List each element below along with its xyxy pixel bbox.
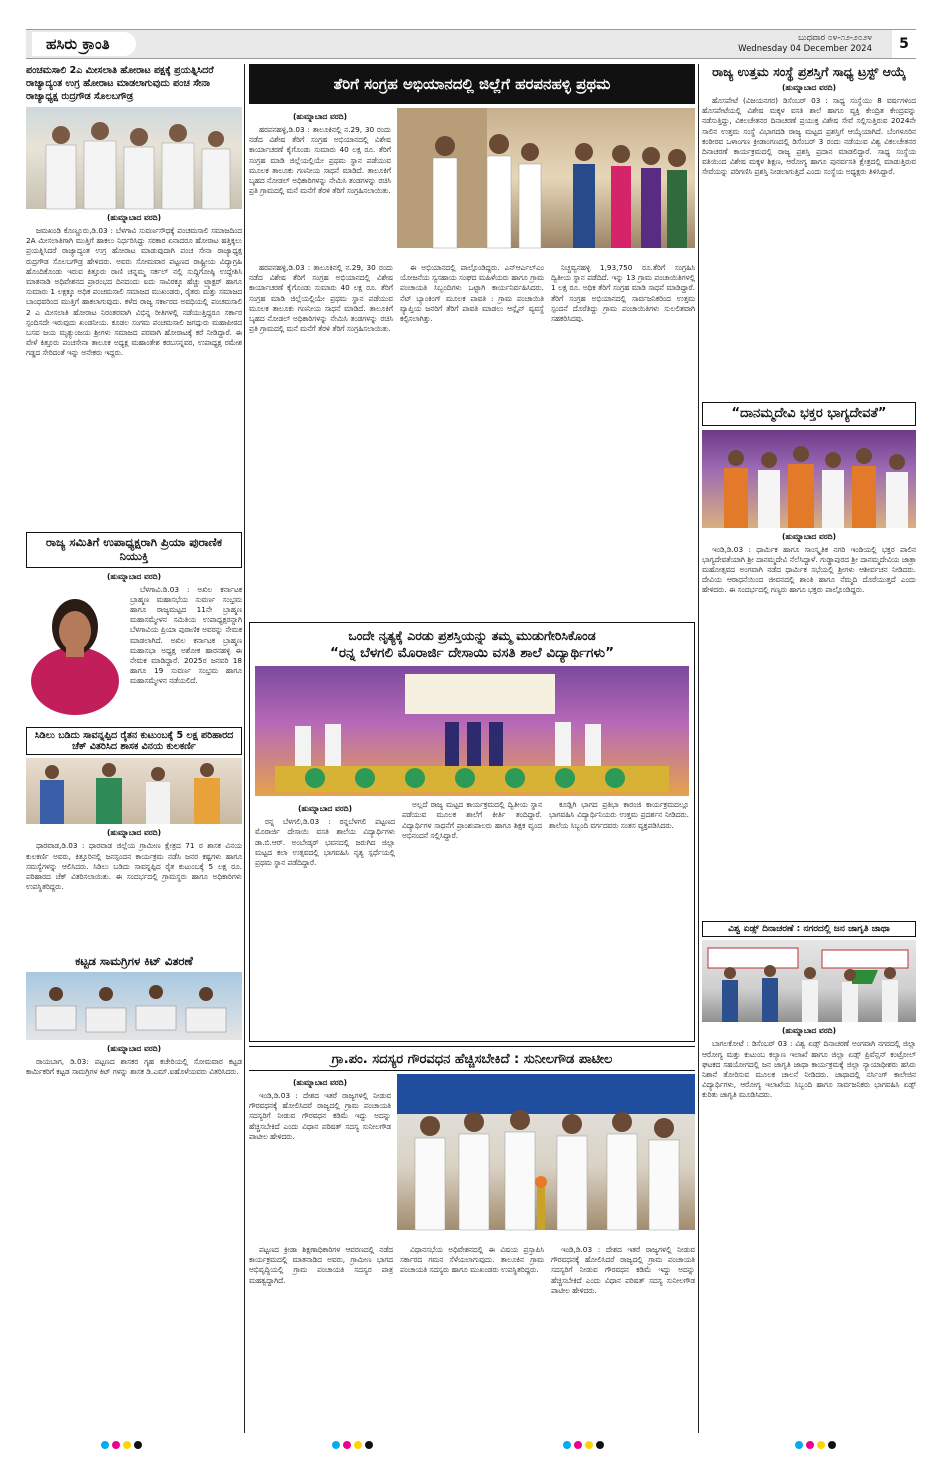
article-box-priya: [26, 532, 242, 568]
registration-marks: [101, 1441, 142, 1449]
registration-marks: [332, 1441, 373, 1449]
lead-headline: ತೆರಿಗೆ ಸಂಗ್ರಹ ಅಭಿಯಾನದಲ್ಲಿ ಜಿಲ್ಲೆಗೆ ಹರಪನಹಳ್ಳಿ ಪ್ರಥಮ: [249, 64, 695, 104]
article-body: ಹರಪನಹಳ್ಳಿ,ಡಿ.03 : ತಾಲೂಕಿನಲ್ಲಿ ನ.29, 30 ರಂದು ನಡೆದ ವಿಶೇಷ ತೆರಿಗೆ ಸಂಗ್ರಹ ಅಭಿಯಾನದಲ್ಲಿ ವಿಶೇಷ ಕಾರ್ಯಾಚರಣೆ ಕೈಗೊಂಡು ಸುಮಾರು 40 ಲಕ್ಷ ರೂ. ತೆರಿಗೆ ಸಂಗ್ರಹ ಮಾಡಿ ಜಿಲ್ಲೆಯಲ್ಲಿಯೇ ಪ್ರಥಮ ಸ್ಥಾನ ಪಡೆಯುವ ಮೂಲಕ ತಾಲೂಕು ಗಣನೀಯ ಸಾಧನೆ ಮಾಡಿದೆ. ತಾಲೂಕಿಗೆ ಬೃಹದ ನೋಡಲ್ ಅಧಿಕಾರಿಗಳನ್ನು ನೇಮಿಸಿ ತಂಡಗಳನ್ನು ರಚಿಸಿ ಪ್ರತಿ ಗ್ರಾಮದಲ್ಲಿ ಮನೆ ಮನೆಗೆ ತೆರಳಿ ತೆರಿಗೆ ಸಂಗ್ರಹಿಸಲಾಯಿತು.: [249, 125, 391, 196]
registration-marks: [795, 1441, 836, 1449]
date-english: Wednesday 04 December 2024: [738, 44, 872, 54]
article-body: ಇಂಡಿ,ಡಿ.03 : ದೇಶದ ಇತರೆ ರಾಜ್ಯಗಳಲ್ಲಿ ನೀಡುವ ಗೌರವಧನಕ್ಕೆ ಹೋಲಿಸಿದರೆ ರಾಜ್ಯದಲ್ಲಿ ಗ್ರಾಮ ಪಂಚಾಯತಿ ಸದಸ್ಯರಿಗೆ ನೀಡುವ ಗೌರವಧನ ಕಡಿಮೆ ಇದ್ದು ಅದನ್ನು ಹೆಚ್ಚಿಸಬೇಕಿದೆ ಎಂದು ವಿಧಾನ ಪರಿಷತ್ ಸದಸ್ಯ ಸುನೀಲಗೌಡ ಪಾಟೀಲ ಹೇಳಿದರು.: [249, 1091, 391, 1141]
article-box-danamma: [702, 402, 916, 426]
article-body: ಅಲ್ಲದೆ ರಾಜ್ಯ ಮಟ್ಟದ ಕಾರ್ಯಕ್ರಮದಲ್ಲಿ ದ್ವಿತೀಯ ಸ್ಥಾನ ಪಡೆಯುವ ಮೂಲಕ ಶಾಲೆಗೆ ಕೀರ್ತಿ ತಂದಿದ್ದಾರೆ. ವಿದ್ಯಾರ್ಥಿಗಳ ಸಾಧನೆಗೆ ಪ್ರಾಂಶುಪಾಲರು ಹಾಗೂ ಶಿಕ್ಷಕ ವೃಂದ ಅಭಿನಂದನೆ ಸಲ್ಲಿಸಿದ್ದಾರೆ.: [402, 800, 542, 840]
article-body: ಇಂಡಿ,ಡಿ.03 : ದೇಶದ ಇತರೆ ರಾಜ್ಯಗಳಲ್ಲಿ ನೀಡುವ ಗೌರವಧನಕ್ಕೆ ಹೋಲಿಸಿದರೆ ರಾಜ್ಯದಲ್ಲಿ ಗ್ರಾಮ ಪಂಚಾಯತಿ ಸದಸ್ಯರಿಗೆ ನೀಡುವ ಗೌರವಧನ ಕಡಿಮೆ ಇದ್ದು ಅದನ್ನು ಹೆಚ್ಚಿಸಬೇಕಿದೆ ಎಂದು ವಿಧಾನ ಪರಿಷತ್ ಸದಸ್ಯ ಸುನೀಲಗೌಡ ಪಾಟೀಲ ಹೇಳಿದರು.: [551, 1245, 695, 1295]
headline-priya: ರಾಜ್ಯ ಸಮಿತಿಗೆ ಉಪಾಧ್ಯಕ್ಷರಾಗಿ ಪ್ರಿಯಾ ಪುರಾಣಿಕ ನಿಯುಕ್ತಿ: [45, 535, 223, 563]
photo-cheque-distribution: [26, 758, 242, 824]
byline: (ಹುಮ್ನಾಬಾದ ವರದಿ): [297, 804, 353, 814]
headline-kit: ಕಟ್ಟಡ ಸಾಮಗ್ರಿಗಳ ಕಿಟ್ ವಿತರಣೆ: [75, 954, 193, 969]
school-headline: “ರನ್ನ ಬೆಳಗಲಿ ಮೊರಾರ್ಜಿ ದೇಸಾಯಿ ವಸತಿ ಶಾಲೆ ವಿದ್ಯಾರ್ಥಿಗಳು”: [330, 645, 614, 661]
portrait-icon: [26, 585, 124, 681]
school-kicker: ಒಂದೇ ನೃತ್ಯಕ್ಕೆ ಎರಡು ಪ್ರಶಸ್ತಿಯನ್ನು ತಮ್ಮ ಮುಡುಗೇರಿಸಿಕೊಂಡ: [348, 628, 596, 643]
bottom-story: [249, 1074, 695, 1434]
lead-columns: [249, 263, 695, 615]
photo-awareness-rally: [702, 940, 916, 1022]
headline-panchamasali: ಪಂಚಮಸಾಲಿ 2ಎ ಮೀಸಲಾತಿ ಹೋರಾಟ ಪಕ್ಷಕ್ಕೆ ಪ್ರಯತ್ನಿಸಿದರೆ ರಾಜ್ಯಾದ್ಯಂತ ಉಗ್ರ ಹೋರಾಟ ಮಾಡಲಾಗುವುದು ಪಂಚ ಸೇನಾ ರಾಜ್ಯಾಧ್ಯಕ್ಷ ರುದ್ರಗೌಡ ಸೊಲಬಗೌಡ್ರ: [26, 65, 214, 102]
rally-icon: [702, 940, 916, 1022]
bottom-headline: ಗ್ರಾ.ಪಂ. ಸದಸ್ಯರ ಗೌರವಧನ ಹೆಚ್ಚಿಸಬೇಕಿದೆ : ಸುನೀಲಗೌಡ ಪಾಟೀಲ: [249, 1046, 695, 1071]
article-body: ಪಟ್ಟಣದ ಕ್ರೀಡಾ ಶಿಕ್ಷಣಾಧಿಕಾರಿಗಳ ಆವರಣದಲ್ಲಿ ನಡೆದ ಕಾರ್ಯಕ್ರಮದಲ್ಲಿ ಮಾತನಾಡಿದ ಅವರು, ಗ್ರಾಮೀಣ ಭಾಗದ ಅಭಿವೃದ್ಧಿಯಲ್ಲಿ ಗ್ರಾಮ ಪಂಚಾಯತಿ ಸದಸ್ಯರ ಪಾತ್ರ ಮಹತ್ವದ್ದಾಗಿದೆ.: [249, 1245, 393, 1285]
article-box-aids-day: [702, 921, 916, 938]
article-body: ರಾಯಬಾಗ, ಡಿ.03: ಪಟ್ಟಣದ ಶಾಸಕರ ಗೃಹ ಕಚೇರಿಯಲ್ಲಿ ಸೋಮವಾರ ಕಟ್ಟಡ ಕಾರ್ಮಿಕರಿಗೆ ಕಟ್ಟಡ ಸಾಮಗ್ರಿಗಳ ಕಿಟ್ ಗಳನ್ನು ಶಾಸಕ ಡಿ.ಎಮ್.ಐಹೊಳೆಯವರು ವಿತರಿಸಿದರು.: [26, 1057, 242, 1077]
headline-farmer-compensation: ಸಿಡಿಲು ಬಡಿದು ಸಾವನ್ನಪ್ಪಿದ ರೈತನ ಕುಟುಂಬಕ್ಕೆ 5 ಲಕ್ಷ ಪರಿಹಾರದ ಚೆಕ್ ವಿತರಿಸಿದ ಶಾಸಕ ವಿನಯ ಕುಲಕರ್ಣಿ: [34, 729, 234, 752]
officials-group-icon: [397, 108, 695, 248]
dateline: [738, 33, 872, 55]
bottom-top-row: [249, 1074, 695, 1239]
photo-tax-drive: [397, 108, 695, 248]
paper-logo: ಹಸಿರು ಕ್ರಾಂತಿ: [32, 32, 136, 56]
lead-story: [249, 108, 695, 614]
photo-kit-distribution: [26, 972, 242, 1040]
article-body: ಹೊಸಪೇಟೆ (ವಿಜಯನಗರ) ಡಿಸೆಂಬರ್ 03 : ಸಾಧ್ಯ ಸಂಸ್ಥೆಯು 8 ವರ್ಷಗಳಿಂದ ಹೊಸಪೇಟೆಯಲ್ಲಿ ವಿಶೇಷ ಮಕ್ಕಳ ವಸತಿ ಶಾಲೆ ಹಾಗೂ ವ್ಯಕ್ತಿ ಕೇಂದ್ರಿತ ಕೇಂದ್ರವನ್ನು ನಡೆಸುತ್ತಿದ್ದು, ವಿಕಲಚೇತನರ ದಿನಾಚರಣೆ ಪ್ರಯುಕ್ತ ವಿಶೇಷ ಸೇವೆ ಸಲ್ಲಿಸುತ್ತಿರುವ 2024ನೇ ಸಾಲಿನ ಉತ್ತಮ ಸಂಸ್ಥೆ ವಿಭಾಗದಡಿ ರಾಜ್ಯ ಮಟ್ಟದ ಪ್ರಶಸ್ತಿಗೆ ಆಯ್ಕೆಯಾಗಿದೆ. ಬೆಂಗಳೂರಿನ ಕಂಠೀರವ ಒಳಾಂಗಣ ಕ್ರೀಡಾಂಗಣದಲ್ಲಿ ಡಿಸೆಂಬರ್ 3 ರಂದು ನಡೆಯುವ ವಿಶ್ವ ವಿಕಲಚೇತನರ ದಿನಾಚರಣೆ ಕಾರ್ಯಕ್ರಮದಲ್ಲಿ ರಾಜ್ಯ ಪ್ರಶಸ್ತಿ ಪ್ರದಾನ ಮಾಡಲಿದ್ದಾರೆ. ಸಾಧ್ಯ ಸಂಸ್ಥೆಯ ವತಿಯಿಂದ ವಿಶೇಷ ಮಕ್ಕಳ ಶಿಕ್ಷಣ, ಆರೋಗ್ಯ ಹಾಗೂ ಪುನರ್ವಸತಿ ಕ್ಷೇತ್ರದಲ್ಲಿ ಮಾಡುತ್ತಿರುವ ಸೇವೆಯನ್ನು ಪರಿಗಣಿಸಿ ಪ್ರಶಸ್ತಿ ನೀಡಲಾಗುತ್ತಿದೆ ಎಂದು ಸಂಸ್ಥೆಯ ಅಧ್ಯಕ್ಷರು ತಿಳಿಸಿದ್ದಾರೆ.: [702, 96, 916, 177]
page-number: 5: [892, 30, 916, 58]
masthead: [26, 29, 916, 59]
article-body: ಇಂಡಿ,ಡಿ.03 : ಧಾರ್ಮಿಕ ಹಾಗೂ ಸಾಂಸ್ಕೃತಿಕ ನಗರಿ ಇಂಡಿಯಲ್ಲಿ ಭಕ್ತರ ಪಾಲಿನ ಭಾಗ್ಯದೇವತೆಯಾಗಿ ಶ್ರೀ ದಾನಮ್ಮದೇವಿ ನೆಲೆಸಿದ್ದಾಳೆ. ಗುಡ್ಡಾಪುರದ ಶ್ರೀ ದಾನಮ್ಮದೇವಿಯ ಜಾತ್ರಾ ಮಹೋತ್ಸವದ ಅಂಗವಾಗಿ ನಡೆದ ಧಾರ್ಮಿಕ ಸಭೆಯಲ್ಲಿ ಶ್ರೀಗಳು ಆಶೀರ್ವಚನ ನೀಡಿದರು. ದೇವಿಯ ಆರಾಧನೆಯಿಂದ ಜೀವನದಲ್ಲಿ ಶಾಂತಿ ಹಾಗೂ ನೆಮ್ಮದಿ ದೊರೆಯುತ್ತದೆ ಎಂದು ಹೇಳಿದರು. ಈ ಸಂದರ್ಭದಲ್ಲಿ ಗಣ್ಯರು ಹಾಗೂ ಭಕ್ತರು ಪಾಲ್ಗೊಂಡಿದ್ದರು.: [702, 544, 916, 595]
byline: (ಹುಮ್ನಾಬಾದ ವರದಿ): [781, 83, 837, 92]
lead-headline-bar: [249, 64, 695, 104]
lead-top-row: [249, 108, 695, 257]
kit-crowd-icon: [26, 972, 242, 1040]
date-kannada: ಬುಧವಾರ ೦೪-೧೨-೨೦೨೪: [798, 33, 872, 43]
left-column: [26, 64, 242, 1435]
byline: (ಹುಮ್ನಾಬಾದ ವರದಿ): [106, 828, 162, 838]
byline: (ಹುಮ್ನಾಬಾದ ವರದಿ): [292, 1078, 348, 1087]
bottom-text-col: [249, 1074, 391, 1239]
byline: (ಹುಮ್ನಾಬಾದ ವರದಿ): [781, 531, 837, 541]
article-body: ರನ್ನ ಬೆಳಗಲಿ,ಡಿ.03 : ರನ್ನಬೆಳಗಲಿ ಪಟ್ಟಣದ ಮೊರಾರ್ಜಿ ದೇಸಾಯಿ ವಸತಿ ಶಾಲೆಯ ವಿದ್ಯಾರ್ಥಿಗಳು ಡಾ.ಬಿ.ಆರ್. ಅಂಬೇಡ್ಕರ್ ಭವನದಲ್ಲಿ ಜರುಗಿದ ಜಿಲ್ಲಾ ಮಟ್ಟದ ಕಲಾ ಉತ್ಸವದಲ್ಲಿ ಭಾಗವಹಿಸಿ ನೃತ್ಯ ಸ್ಪರ್ಧೆಯಲ್ಲಿ ಪ್ರಥಮ ಸ್ಥಾನ ಪಡೆದಿದ್ದಾರೆ.: [255, 817, 395, 867]
column-rule: [698, 64, 699, 1433]
school-story-box: [249, 622, 695, 1042]
dignitaries-icon: [397, 1074, 695, 1230]
bottom-headline-bar: [249, 1046, 695, 1071]
headline-sadhya-trust: ರಾಜ್ಯ ಉತ್ತಮ ಸಂಸ್ಥೆ ಪ್ರಶಸ್ತಿಗೆ ಸಾಧ್ಯ ಟ್ರಸ್ಟ್ ಆಯ್ಕೆ: [712, 64, 906, 79]
registration-marks: [563, 1441, 604, 1449]
byline: (ಹುಮ್ನಾಬಾದ ವರದಿ): [781, 1026, 837, 1036]
article-body: ಬಾಗಲಕೋಟೆ : ಡಿಸೆಂಬರ್ 03 : ವಿಶ್ವ ಏಡ್ಸ್ ದಿನಾಚರಣೆ ಅಂಗವಾಗಿ ನಗರದಲ್ಲಿ ಜಿಲ್ಲಾ ಆರೋಗ್ಯ ಮತ್ತು ಕುಟುಂಬ ಕಲ್ಯಾಣ ಇಲಾಖೆ ಹಾಗೂ ಜಿಲ್ಲಾ ಏಡ್ಸ್ ಪ್ರಿವೆನ್ಷನ್ ಕಂಟ್ರೋಲ್ ಘಟಕದ ಸಹಯೋಗದಲ್ಲಿ ಜನ ಜಾಗೃತಿ ಜಾಥಾ ಕಾರ್ಯಕ್ರಮಕ್ಕೆ ಜಿಲ್ಲಾ ನ್ಯಾಯಾಧೀಶರು ಹಸಿರು ನಿಶಾನೆ ತೋರಿಸುವ ಮೂಲಕ ಚಾಲನೆ ನೀಡಿದರು. ಜಾಥಾದಲ್ಲಿ ನರ್ಸಿಂಗ್ ಕಾಲೇಜಿನ ವಿದ್ಯಾರ್ಥಿಗಳು, ಆರೋಗ್ಯ ಇಲಾಖೆಯ ಸಿಬ್ಬಂದಿ ಹಾಗೂ ಸಾರ್ವಜನಿಕರು ಭಾಗವಹಿಸಿ ಏಡ್ಸ್ ಕುರಿತು ಜಾಗೃತಿ ಮೂಡಿಸಿದರು.: [702, 1039, 916, 1100]
article-body: ಹರಪನಹಳ್ಳಿ,ಡಿ.03 : ತಾಲೂಕಿನಲ್ಲಿ ನ.29, 30 ರಂದು ನಡೆದ ವಿಶೇಷ ತೆರಿಗೆ ಸಂಗ್ರಹ ಅಭಿಯಾನದಲ್ಲಿ ವಿಶೇಷ ಕಾರ್ಯಾಚರಣೆ ಕೈಗೊಂಡು ಸುಮಾರು 40 ಲಕ್ಷ ರೂ. ತೆರಿಗೆ ಸಂಗ್ರಹ ಮಾಡಿ ಜಿಲ್ಲೆಯಲ್ಲಿಯೇ ಪ್ರಥಮ ಸ್ಥಾನ ಪಡೆಯುವ ಮೂಲಕ ತಾಲೂಕು ಗಣನೀಯ ಸಾಧನೆ ಮಾಡಿದೆ. ತಾಲೂಕಿಗೆ ಬೃಹದ ನೋಡಲ್ ಅಧಿಕಾರಿಗಳನ್ನು ನೇಮಿಸಿ ತಂಡಗಳನ್ನು ರಚಿಸಿ ಪ್ರತಿ ಗ್ರಾಮದಲ್ಲಿ ಮನೆ ಮನೆಗೆ ತೆರಳಿ ತೆರಿಗೆ ಸಂಗ್ರಹಿಸಲಾಯಿತು.: [249, 263, 393, 334]
school-col-1: [255, 800, 395, 1017]
byline: (ಹುಮ್ನಾಬಾದ ವರದಿ): [106, 213, 162, 222]
people-figures-icon: [26, 107, 242, 209]
headline-aids-day: ವಿಶ್ವ ಏಡ್ಸ್ ದಿನಾಚರಣೆ : ನಗರದಲ್ಲಿ ಜನ ಜಾಗೃತಿ ಜಾಥಾ: [728, 923, 890, 934]
column-rule: [244, 64, 245, 1433]
article-body: ಜಮಖಂಡಿ ಕೊಣ್ಣೂರು,ಡಿ.03 : ಬೆಳಗಾವಿ ಸುವರ್ಣಸೌಧಕ್ಕೆ ಪಂಚಮಸಾಲಿ ಸಮಾಜದಿಂದ 2A ಮೀಸಲಾತಿಗಾಗಿ ಮುತ್ತಿಗೆ ಹಾಕಲು ನಿರ್ಧರಿಸಿದ್ದು ಸರಕಾರ ಏನಾದರೂ ಹೋರಾಟ ಹತ್ತಿಕ್ಕಲು ಪ್ರಯತ್ನಿಸಿದರೆ ರಾಜ್ಯಾದ್ಯಂತ ಉಗ್ರ ಹೋರಾಟ ಮಾಡುವುದಾಗಿ ಪಂಚ ಸೇನಾ ರಾಜ್ಯಾಧ್ಯಕ್ಷ ರುದ್ರಗೌಡ ಸೊಲಬಗೌಡ್ರ ಹೇಳಿದರು. ಅವರು ಸೋಮವಾರ ಪಟ್ಟಣದ ರಾಷ್ಟ್ರೀಯ ವಿದ್ಯಾಗ್ರಹಿ ಹೊಂದಿಕೊಂಡು ಇರುವ ಕಿತ್ತೂರು ರಾಣಿ ಚನ್ನಮ್ಮ ಸರ್ಕಲ್ ನಲ್ಲಿ ಸುದ್ದಿಗೋಷ್ಠಿ ಉದ್ದೇಶಿಸಿ ಮಾತನಾಡಿ ಅಧಿವೇಶನದ ಪ್ರಾರಂಭದ ದಿನದಂದು ಐದು ಸಾವಿರಕ್ಕೂ ಹೆಚ್ಚು ಟ್ರ್ಯಾಕ್ಟರ್ ಹಾಗೂ ಸುಮಾರು 1 ಲಕ್ಷಕ್ಕೂ ಅಧಿಕ ಪಂಚಮಸಾಲಿ ಸಮಾಜದ ಮುಖಂಡರು, ರೈತರು ಮತ್ತು ಸಮಾಜದ ಬಾಂಧವರಿಂದ ಮುತ್ತಿಗೆ ಹಾಕಲಾಗುವುದು. ಕಳೆದ ರಾಜ್ಯ ಸರ್ಕಾರದ ಅವಧಿಯಲ್ಲಿ ಪಂಚಮಸಾಲಿ 2 ಎ ಮೀಸಲಾತಿ ಹೋರಾಟ ನಿರಂತರವಾಗಿ ವಿಭಿನ್ನ ರೀತಿಗಳಲ್ಲಿ ನಡೆಯುತ್ತಿದ್ದರೂ ಸರ್ಕಾರ ಸ್ಪಂದಿಸದೇ ಇರುವುದು ಖಂಡನೀಯ. ಕೂಡಲ ಸಂಗಮ ಪಂಚಮಸಾಲಿ ಜಗದ್ಗುರು ಮಹಾಪೀಠದ ಬಸವ ಜಯ ಮೃತ್ಯುಂಜಯ ಶ್ರೀಗಳು ಸಮಾಜದ ಪರವಾಗಿ ಹೋರಾಟಕ್ಕೆ ಕರೆ ನೀಡಿದ್ದಾರೆ. ಈ ವೇಳೆ ಕಿತ್ತೂರು ಪಂಚಸೇನಾ ತಾಲೂಕ ಅಧ್ಯಕ್ಷ ಮಹಾಂತೇಶ ಕರಬಸನ್ನವರ, ಉಪಾಧ್ಯಕ್ಷ ರಮೇಶ ಗಡ್ಡದ ಸೇರಿದಂತೆ ಇನ್ನು ಅನೇಕರು ಇದ್ದರು.: [26, 226, 242, 358]
byline: (ಹುಮ್ನಾಬಾದ ವರದಿ): [106, 571, 162, 581]
school-columns: [255, 800, 689, 1017]
headline-danamma: “ದಾನಮ್ಮದೇವಿ ಭಕ್ತರ ಭಾಗ್ಯದೇವತೆ”: [731, 406, 887, 421]
byline: (ಹುಮ್ನಾಬಾದ ವರದಿ): [106, 1044, 162, 1054]
article-body: ನಿಚ್ಚವ್ವನಹಳ್ಳಿ 1,93,750 ರೂ.ತೆರಿಗೆ ಸಂಗ್ರಹಿಸಿ ದ್ವಿತೀಯ ಸ್ಥಾನ ಪಡೆದಿದೆ. ಇನ್ನು 13 ಗ್ರಾಮ ಪಂಚಾಯಿತಿಗಳಲ್ಲಿ 1 ಲಕ್ಷ ರೂ. ಅಧಿಕ ತೆರಿಗೆ ಸಂಗ್ರಹ ಮಾಡಿ ಸಾಧನೆ ಮಾಡಿದ್ದಾರೆ. ತೆರಿಗೆ ಸಂಗ್ರಹ ಅಭಿಯಾನದಲ್ಲಿ ಸಾರ್ವಜನಿಕರಿಂದ ಉತ್ತಮ ಸ್ಪಂದನೆ ದೊರೆತಿದ್ದು ಗ್ರಾಮ ಪಂಚಾಯಿತಿಗಳು ಸುಲಲಿತವಾಗಿ ಸಹಕರಿಸಿದವು.: [551, 263, 695, 324]
lead-text-col: [249, 108, 391, 257]
stage-icon: [702, 430, 916, 528]
group-icon: [26, 758, 242, 824]
photo-religious-event: [702, 430, 916, 528]
bottom-columns: [249, 1245, 695, 1435]
dance-troupe-icon: [255, 666, 689, 796]
photo-lamp-lighting: [397, 1074, 695, 1230]
photo-press-meet: [26, 107, 242, 209]
byline: (ಹುಮ್ನಾಬಾದ ವರದಿ): [292, 112, 348, 121]
portrait-priya: [26, 585, 124, 681]
article-body: ಬೆಳಗಾವಿ.ಡಿ.03 : ಅಖಿಲ ಕರ್ನಾಟಕ ಬ್ರಾಹ್ಮಣ ಮಹಾಸಭೆಯ ಸುವರ್ಣ ಸಂಭ್ರಮ ಹಾಗೂ ರಾಜ್ಯಮಟ್ಟದ 11ನೇ ಬ್ರಾಹ್ಮಣ ಮಹಾಸಮ್ಮೇಳನ ಸಮಿತಿಯ ಉಪಾಧ್ಯಕ್ಷರನ್ನಾಗಿ ಬೆಳಗಾವಿಯ ಪ್ರಿಯಾ ಪುರಾಣಿಕ ಅವರನ್ನು ನೇಮಕ ಮಾಡಲಾಗಿದೆ. ಅಖಿಲ ಕರ್ನಾಟಕ ಬ್ರಾಹ್ಮಣ ಮಹಾಸಭಾ ಅಧ್ಯಕ್ಷ ಅಶೋಕ ಹಾರನಹಳ್ಳಿ ಈ ನೇಮಕ ಮಾಡಿದ್ದಾರೆ. 2025ರ ಜನವರಿ 18 ಹಾಗೂ 19 ಸುವರ್ಣ ಸಂಭ್ರಮ ಹಾಗೂ ಮಹಾಸಮ್ಮೇಳನ ನಡೆಯಲಿದೆ.: [130, 584, 242, 686]
article-body: ಈ ಅಭಿಯಾನದಲ್ಲಿ ಪಾಲ್ಗೊಂಡಿದ್ದರು. ಎನ್ಆರ್ಎಲ್ಎಂ ಯೋಜನೆಯ ಸ್ವಸಹಾಯ ಸಂಘದ ಮಹಿಳೆಯರು ಹಾಗೂ ಗ್ರಾಮ ಪಂಚಾಯತಿ ಸಿಬ್ಬಂದಿಗಳು ಒಟ್ಟಾಗಿ ಕಾರ್ಯನಿರ್ವಹಿಸಿದರು. ನೆಟ್ ಬ್ಯಾಂಕಿಂಗ್ ಮೂಲಕ ಪಾವತಿ : ಗ್ರಾಮ ಪಂಚಾಯಿತಿ ವ್ಯಾಪ್ತಿಯ ಜನರಿಗೆ ತೆರಿಗೆ ಪಾವತಿ ಮಾಡಲು ಆನ್ಲೈನ್ ವ್ಯವಸ್ಥೆ ಕಲ್ಪಿಸಲಾಗಿತ್ತು.: [400, 263, 544, 324]
article-box-farmer: [26, 727, 242, 756]
article-row: [26, 584, 242, 686]
article-body: ಧಾರವಾಡ,ಡಿ.03 : ಧಾರವಾಡ ಜಿಲ್ಲೆಯ ಗ್ರಾಮೀಣ ಕ್ಷೇತ್ರದ 71 ರ ಶಾಸಕ ವಿನಯ ಕುಲಕರ್ಣಿ ಅವರು, ಕಿತ್ತೂರಿನಲ್ಲಿ ಜನಸ್ಪಂದನ ಕಾರ್ಯಕ್ರಮ ನಡೆಸಿ ಜನರ ಕಷ್ಟಗಳು ಹಾಗೂ ಸಮಸ್ಯೆಗಳನ್ನು ಆಲಿಸಿದರು. ಸಿಡಿಲು ಬಡಿದು ಸಾವನ್ನಪ್ಪಿದ ರೈತ ಕುಟುಂಬಕ್ಕೆ 5 ಲಕ್ಷ ರೂ. ಪರಿಹಾರದ ಚೆಕ್ ವಿತರಿಸಲಾಯಿತು. ಈ ಸಂದರ್ಭದಲ್ಲಿ ಗ್ರಾಮಸ್ಥರು ಹಾಗೂ ಅಧಿಕಾರಿಗಳು ಉಪಸ್ಥಿತರಿದ್ದರು.: [26, 841, 242, 892]
article-body: ವಿಧಾನಸಭೆಯ ಅಧಿವೇಶನದಲ್ಲಿ ಈ ವಿಷಯ ಪ್ರಸ್ತಾಪಿಸಿ ಸರ್ಕಾರದ ಗಮನ ಸೆಳೆಯಲಾಗುವುದು. ತಾಲೂಕಿನ ಗ್ರಾಮ ಪಂಚಾಯತಿ ಸದಸ್ಯರು ಹಾಗೂ ಮುಖಂಡರು ಉಪಸ್ಥಿತರಿದ್ದರು.: [400, 1245, 544, 1275]
right-column: [702, 64, 916, 1435]
article-body: ಕೂಡ್ಲಿಗಿ ಭಾಗದ ಪ್ರತಿಭಾ ಕಾರಂಜಿ ಕಾರ್ಯಕ್ರಮದಲ್ಲೂ ಭಾಗವಹಿಸಿ ವಿದ್ಯಾರ್ಥಿನಿಯರು ಉತ್ತಮ ಪ್ರದರ್ಶನ ನೀಡಿದರು. ಶಾಲೆಯ ಸಿಬ್ಬಂದಿ ವರ್ಗದವರು ಸಂತಸ ವ್ಯಕ್ತಪಡಿಸಿದರು.: [549, 800, 689, 830]
photo-dance-students: [255, 666, 689, 796]
